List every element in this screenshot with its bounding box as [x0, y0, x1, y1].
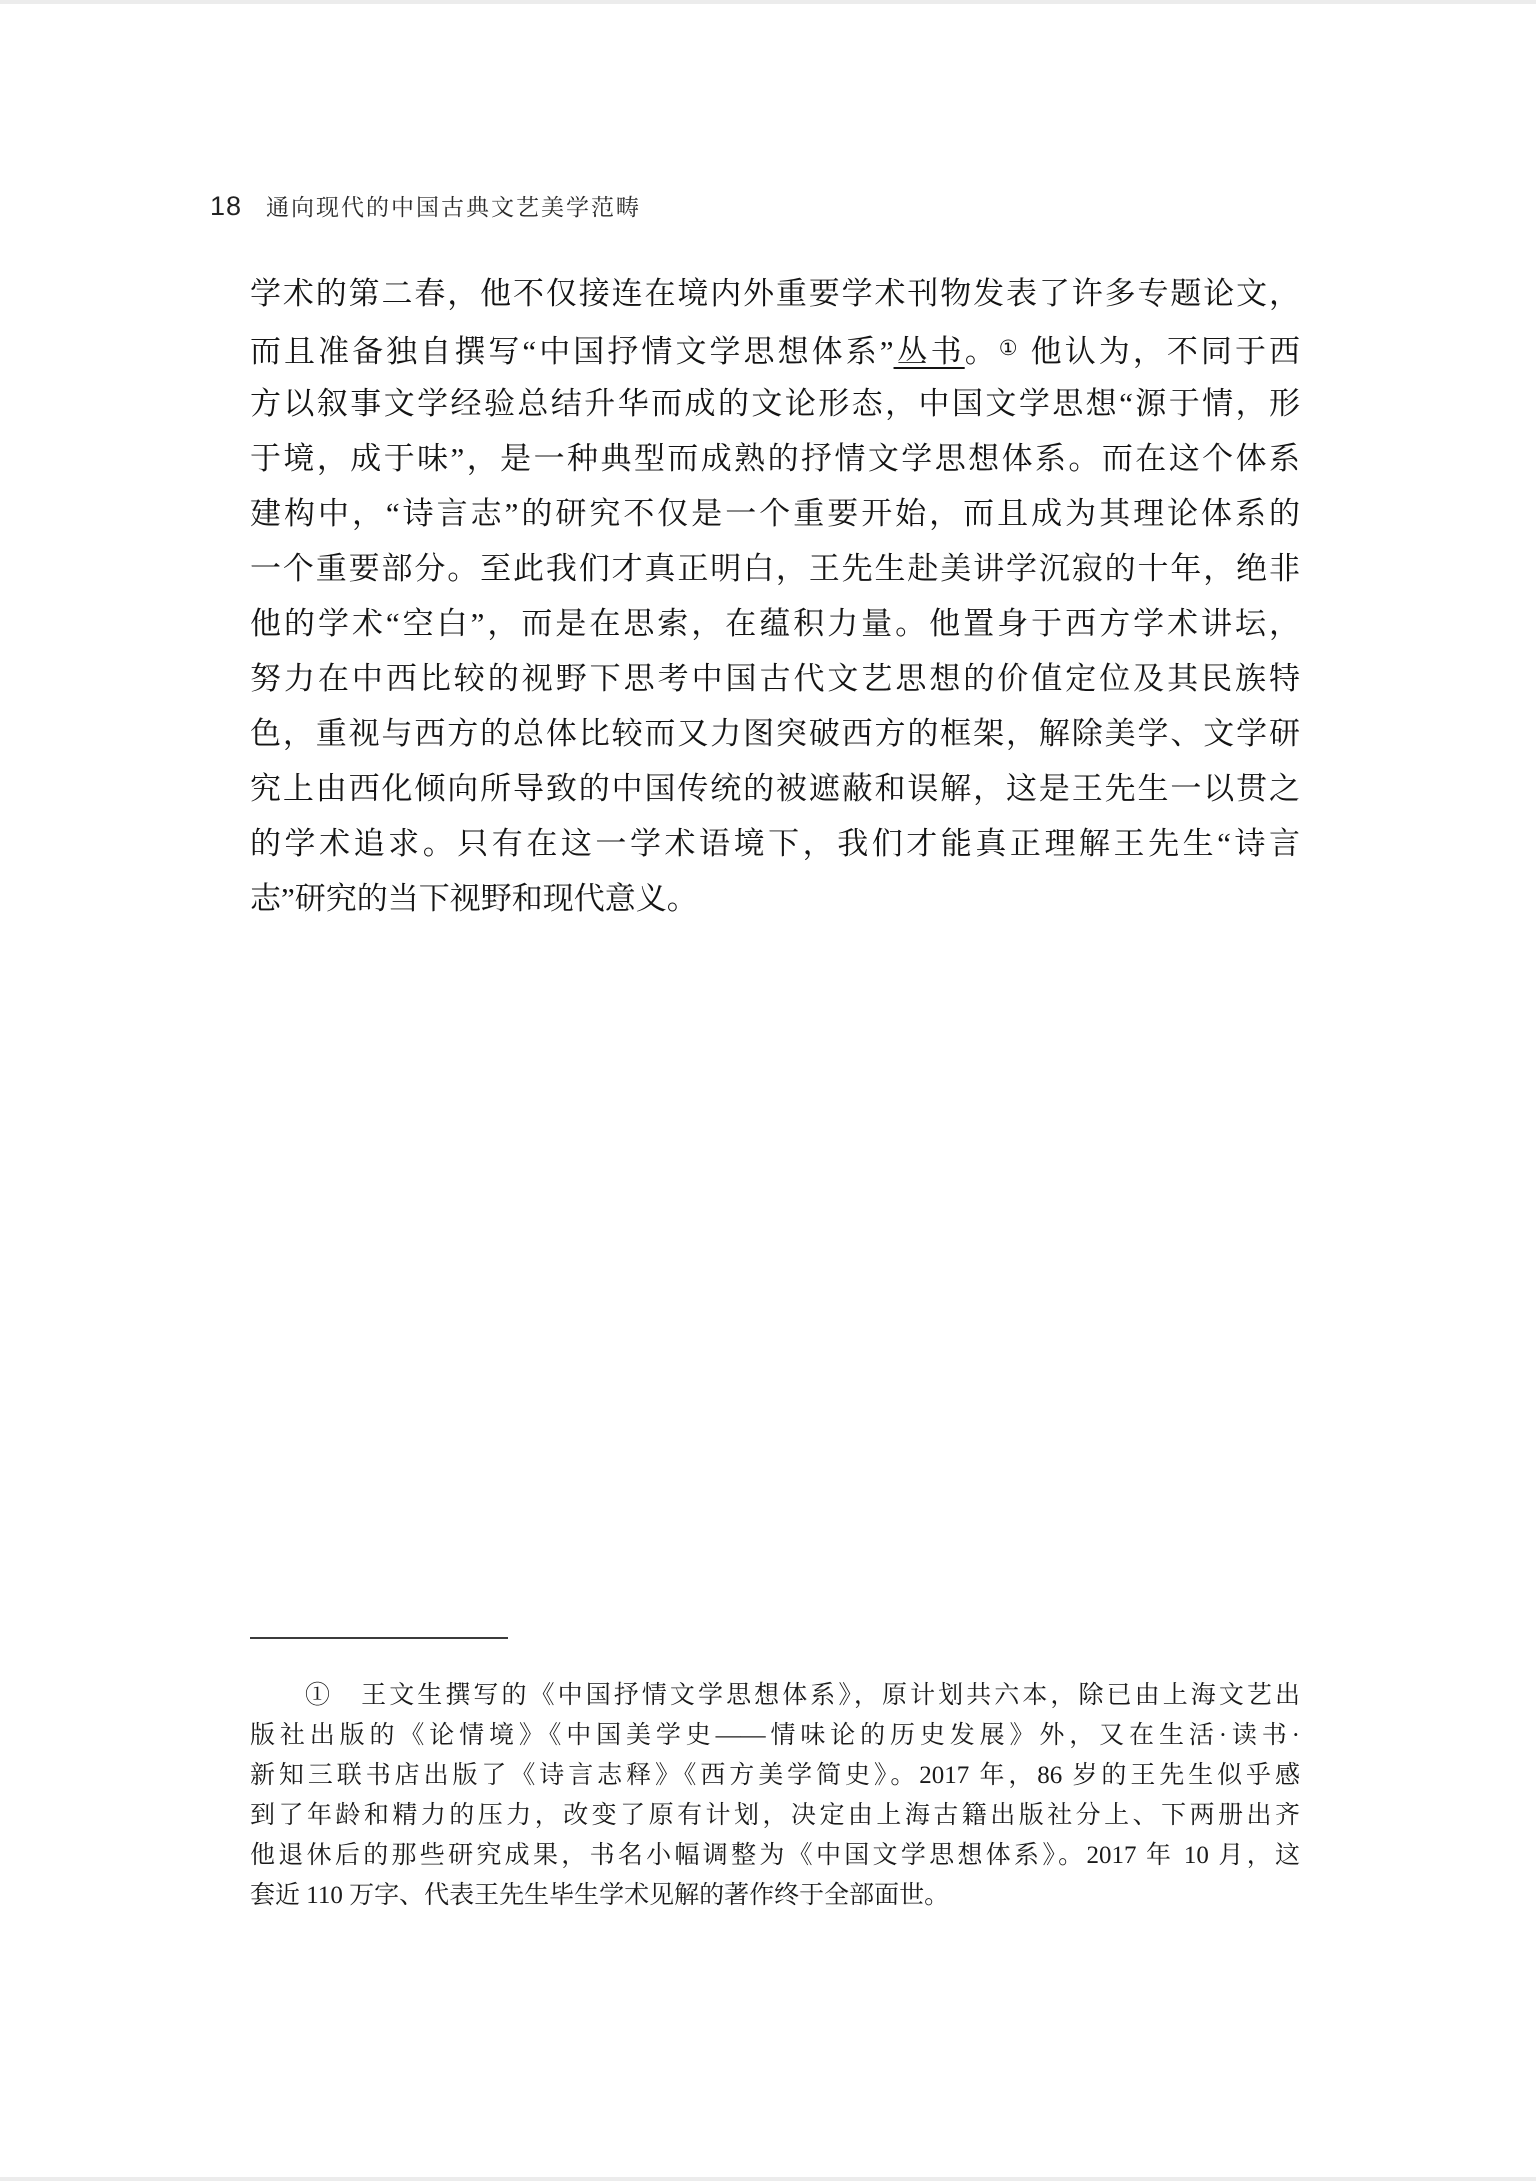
body-line2-period: 。: [964, 334, 999, 369]
main-paragraph: [250, 266, 1300, 926]
footnote-reference-mark: ①: [998, 336, 1021, 360]
body-line: 一个重要部分。至此我们才真正明白，王先生赴美讲学沉寂的十年，绝非: [250, 551, 1300, 586]
body-line: 究上由西化倾向所导致的中国传统的被遮蔽和误解，这是王先生一以贯之: [250, 771, 1300, 806]
page-bottom-edge: [0, 2177, 1536, 2181]
footnote-line: 套近 110 万字、代表王先生毕生学术见解的著作终于全部面世。: [250, 1882, 950, 1909]
body-line: 学术的第二春，他不仅接连在境内外重要学术刊物发表了许多专题论文，: [250, 276, 1300, 311]
running-header-title: 通向现代的中国古典文艺美学范畴: [266, 194, 642, 220]
body-line: 建构中，“诗言志”的研究不仅是一个重要开始，而且成为其理论体系的: [250, 496, 1300, 531]
running-header: [210, 189, 641, 222]
page-top-edge: [0, 0, 1536, 4]
body-line: 他的学术“空白”，而是在思索，在蕴积力量。他置身于西方学术讲坛，: [250, 606, 1300, 641]
footnote: [250, 1676, 1300, 1916]
body-line: 的学术追求。只有在这一学术语境下，我们才能真正理解王先生“诗言: [250, 826, 1300, 861]
footnote-line: 到了年龄和精力的压力，改变了原有计划，决定由上海古籍出版社分上、下两册出齐: [250, 1802, 1300, 1829]
body-line2-pre: 而且准备独自撰写“中国抒情文学思想体系”: [250, 334, 894, 369]
body-line: 于境，成于味”，是一种典型而成熟的抒情文学思想体系。而在这个体系: [250, 441, 1300, 476]
footnote-separator-rule: [250, 1637, 508, 1639]
body-line: 努力在中西比较的视野下思考中国古代文艺思想的价值定位及其民族特: [250, 661, 1300, 696]
footnote-line: 他退休后的那些研究成果，书名小幅调整为《中国文学思想体系》。2017 年 10 月，这: [250, 1842, 1300, 1869]
body-line2-post: 他认为，不同于西: [1030, 334, 1301, 369]
body-line: 色，重视与西方的总体比较而又力图突破西方的框架，解除美学、文学研: [250, 716, 1300, 751]
underlined-term: 丛书: [893, 334, 965, 369]
body-line: 志”研究的当下视野和现代意义。: [250, 881, 698, 916]
footnote-line: 新知三联书店出版了《诗言志释》《西方美学简史》。2017 年，86 岁的王先生似乎感: [250, 1762, 1300, 1789]
body-line-with-footnote-ref: [250, 321, 1300, 376]
footnote-line: 版社出版的《论情境》《中国美学史——情味论的历史发展》外，又在生活·读书·: [250, 1722, 1300, 1749]
page-number: 18: [210, 191, 243, 221]
footnote-line: ① 王文生撰写的《中国抒情文学思想体系》，原计划共六本，除已由上海文艺出: [305, 1682, 1300, 1709]
body-line: 方以叙事文学经验总结升华而成的文论形态，中国文学思想“源于情，形: [250, 386, 1300, 421]
